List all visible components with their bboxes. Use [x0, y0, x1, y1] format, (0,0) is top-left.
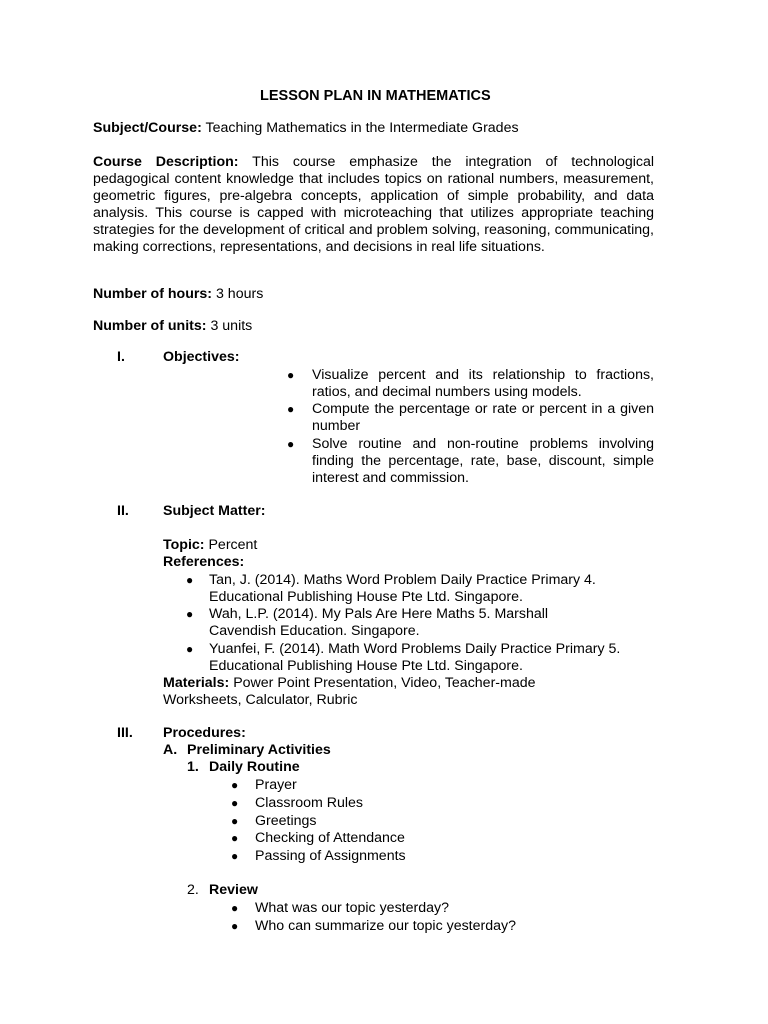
bullet-icon: ● [231, 901, 239, 915]
section-numeral: III. [117, 725, 133, 741]
bullet-icon: ● [186, 607, 194, 621]
review-heading: Review [209, 882, 258, 898]
hours-label: Number of hours: [93, 286, 213, 302]
reference-item: Tan, J. (2014). Maths Word Problem Daily Practice Primary 4. Educational Publishing House Pte Ltd. Singapore. [209, 572, 596, 605]
review-item: Who can summarize our topic yesterday? [255, 918, 517, 934]
references-label: References: [163, 554, 245, 570]
reference-item: Wah, L.P. (2014). My Pals Are Here Maths 5. Marshall Cavendish Education. Singapore. [209, 606, 549, 639]
description-label: Course Description: [93, 154, 239, 170]
bullet-icon: ● [231, 796, 239, 810]
bullet-icon: ● [231, 778, 239, 792]
review-item: What was our topic yesterday? [255, 900, 449, 916]
routine-item: Passing of Assignments [255, 848, 406, 864]
description-text: This course emphasize the integration of technological pedagogical content knowledge that includes topics on rational numbers, measurement, geometric figures, pre-algebra concepts, application of simple probability, and data analysis. This course is capped with microteaching that utilizes appropriate teaching strategies for the development of critical and problem solving, reasoning, communicating, making corrections, representations, and decisions in real life situations. [93, 154, 655, 255]
objective-item: Compute the percentage or rate or percent in a given number [312, 401, 654, 434]
topic-value: Percent [208, 537, 258, 553]
units-line [93, 318, 252, 335]
topic-line [163, 537, 257, 554]
bullet-icon: ● [231, 831, 239, 845]
bullet-icon: ● [231, 849, 239, 863]
materials-line [163, 675, 581, 709]
bullet-icon: ● [231, 814, 239, 828]
objective-item: Visualize percent and its relationship to fractions, ratios, and decimal numbers using models. [312, 367, 654, 400]
routine-item: Classroom Rules [255, 795, 364, 811]
subject-line [93, 120, 519, 137]
section-numeral: II. [117, 503, 129, 519]
topic-label: Topic: [163, 537, 205, 553]
item-1-number: 1. [187, 759, 199, 775]
bullet-icon: ● [287, 437, 295, 451]
bullet-icon: ● [186, 642, 194, 656]
materials-value: Power Point Presentation, Video, Teacher-made Worksheets, Calculator, Rubric [163, 675, 536, 708]
section-numeral: I. [117, 349, 125, 365]
subject-label: Subject/Course: [93, 120, 202, 136]
objectives-heading: Objectives: [163, 349, 240, 365]
units-label: Number of units: [93, 318, 207, 334]
hours-value: 3 hours [215, 286, 264, 302]
objective-item: Solve routine and non-routine problems involving finding the percentage, rate, base, discount, simple interest and commission. [312, 436, 654, 486]
daily-routine-heading: Daily Routine [209, 759, 300, 775]
materials-label: Materials: [163, 675, 230, 691]
section-a-letter: A. [163, 742, 178, 758]
subject-matter-heading: Subject Matter: [163, 503, 266, 519]
section-a-heading: Preliminary Activities [187, 742, 331, 758]
course-description [93, 154, 654, 256]
procedures-heading: Procedures: [163, 725, 246, 741]
hours-line [93, 286, 263, 303]
routine-item: Checking of Attendance [255, 830, 405, 846]
bullet-icon: ● [287, 368, 295, 382]
item-2-number: 2. [187, 882, 199, 898]
routine-item: Greetings [255, 813, 317, 829]
bullet-icon: ● [287, 402, 295, 416]
units-value: 3 units [210, 318, 253, 334]
subject-value: Teaching Mathematics in the Intermediate Grades [205, 120, 519, 136]
reference-item: Yuanfei, F. (2014). Math Word Problems Daily Practice Primary 5. Educational Publishing House Pte Ltd. Singapore. [209, 641, 621, 674]
bullet-icon: ● [231, 919, 239, 933]
bullet-icon: ● [186, 573, 194, 587]
page-title: LESSON PLAN IN MATHEMATICS [260, 88, 491, 104]
routine-item: Prayer [255, 777, 297, 793]
